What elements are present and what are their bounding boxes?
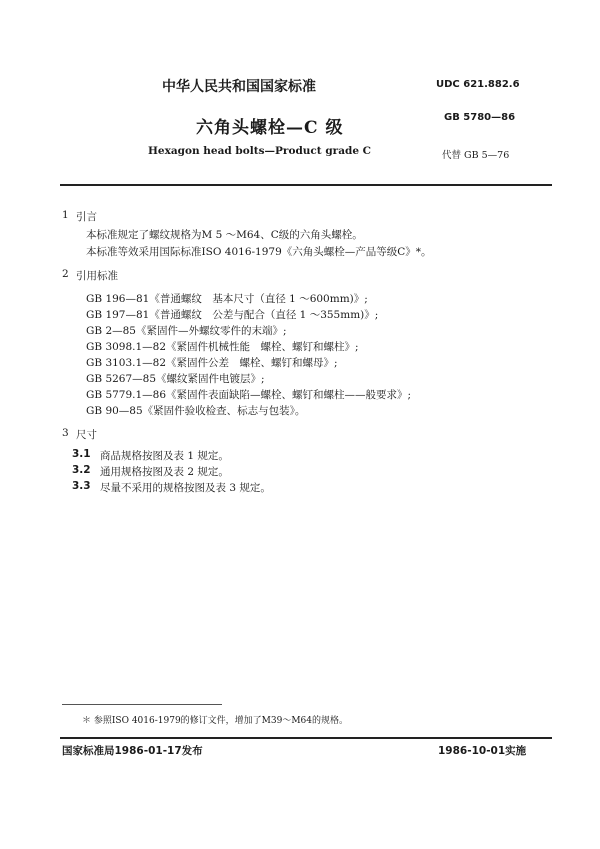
section-3-title: 尺寸 [76, 429, 97, 441]
section-1-paragraph: 本标准规定了螺纹规格为M 5 ～M64、C级的六角头螺栓。 [86, 229, 363, 241]
section-2-number: 2 [62, 268, 69, 280]
clause-text: 尽量不采用的规格按图及表 3 规定。 [100, 482, 271, 494]
footnote-text: ＊ 参照ISO 4016-1979的修订文件，增加了M39～M64的规格。 [82, 716, 349, 726]
section-1-paragraph: 本标准等效采用国际标准ISO 4016-1979《六角头螺栓—产品等级C》*。 [86, 246, 432, 258]
page-title-en: Hexagon head bolts—Product grade C [148, 145, 372, 157]
clause-number: 3.1 [72, 448, 91, 460]
clause-text: 通用规格按图及表 2 规定。 [100, 466, 229, 478]
clause-number: 3.3 [72, 480, 91, 492]
clause-text: 商品规格按图及表 1 规定。 [100, 450, 229, 462]
issue-date: 国家标准局1986-01-17发布 [62, 745, 203, 757]
section-1-number: 1 [62, 209, 69, 221]
page-title-cn: 六角头螺栓—C 级 [196, 118, 344, 138]
reference-item: GB 2—85《紧固件—外螺纹零件的末端》; [86, 325, 287, 337]
reference-item: GB 196—81《普通螺纹 基本尺寸（直径 1 ～600mm)》; [86, 293, 368, 305]
reference-item: GB 5779.1—86《紧固件表面缺陷—螺栓、螺钉和螺柱——般要求》; [86, 389, 412, 401]
replaces-note: 代替 GB 5—76 [442, 150, 510, 161]
reference-item: GB 90—85《紧固件验收检查、标志与包装》。 [86, 405, 306, 417]
effective-date: 1986-10-01实施 [438, 745, 527, 757]
reference-item: GB 3098.1—82《紧固件机械性能 螺栓、螺钉和螺柱》; [86, 341, 359, 353]
section-2-title: 引用标准 [76, 270, 118, 282]
section-3-number: 3 [62, 427, 69, 439]
udc-code: UDC 621.882.6 [436, 79, 520, 90]
standard-number: GB 5780—86 [444, 112, 516, 123]
reference-item: GB 197—81《普通螺纹 公差与配合（直径 1 ～355mm)》; [86, 309, 379, 321]
section-1-title: 引言 [76, 211, 97, 223]
footer-divider [60, 737, 552, 739]
clause-number: 3.2 [72, 464, 91, 476]
footnote-rule [62, 704, 222, 705]
header-divider [60, 184, 552, 186]
reference-item: GB 5267—85《螺纹紧固件电镀层》; [86, 373, 265, 385]
reference-item: GB 3103.1—82《紧固件公差 螺栓、螺钉和螺母》; [86, 357, 338, 369]
publisher-title: 中华人民共和国国家标准 [162, 79, 316, 95]
